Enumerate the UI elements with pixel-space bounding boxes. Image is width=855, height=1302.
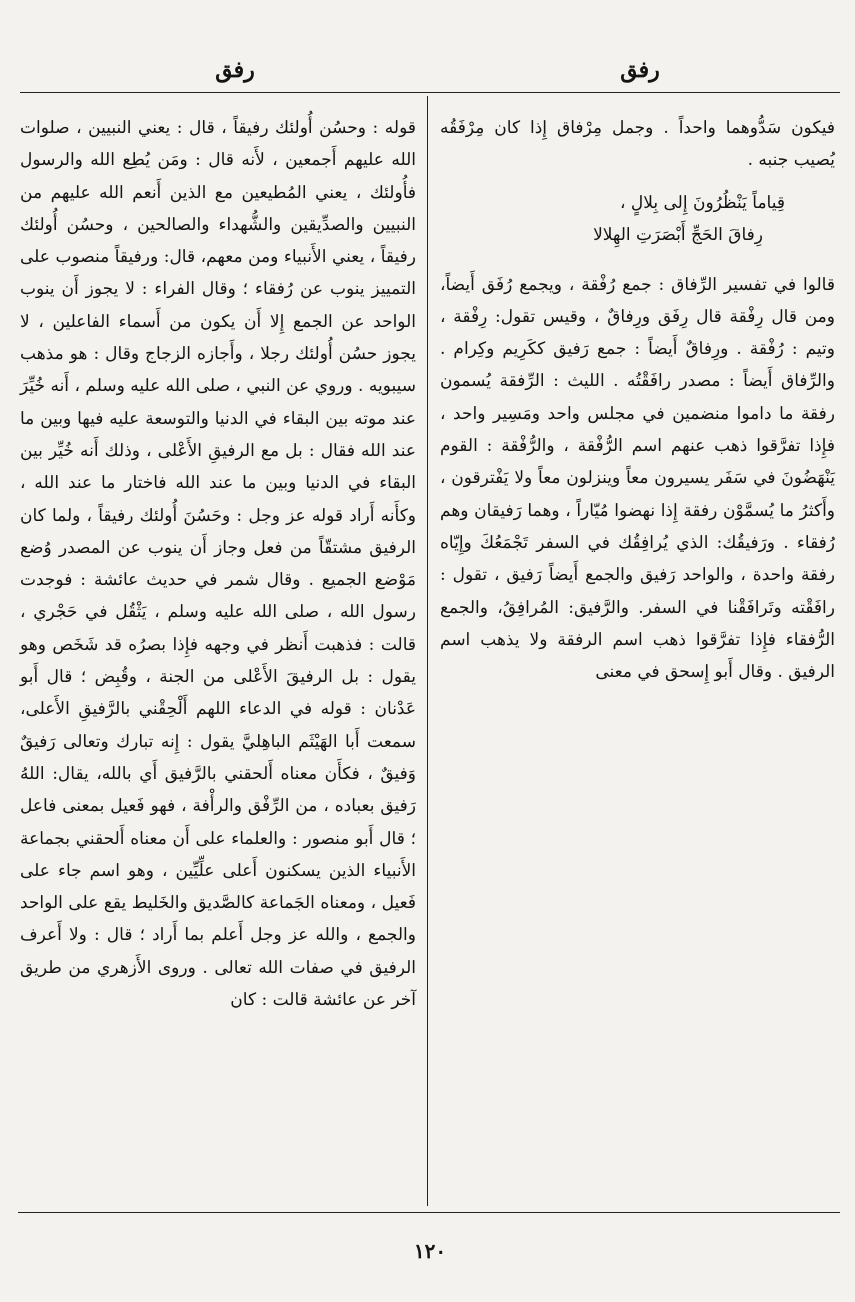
- right-paragraph-1: فيكون سَدُّوهما واحداً . وجمل مِرْفاق إِذا كان مِرْفَقُه يُصيب جنبه .: [440, 118, 835, 171]
- poetry-verse: [440, 187, 835, 251]
- bottom-rule: [18, 1212, 840, 1213]
- right-column: [440, 112, 835, 688]
- column-divider: [427, 96, 428, 1206]
- verse-hemistich-2: رِفاقَ الحَجِّ أَبْصَرَتِ الهِلالا: [593, 224, 763, 245]
- top-rule: [20, 92, 840, 93]
- verse-hemistich-1: قِياماً يَنْظُرُونَ إِلى بِلالٍ ،: [619, 192, 785, 213]
- left-column: [20, 112, 416, 1016]
- page-number: ١٢٠: [413, 1239, 447, 1263]
- left-paragraph-1: قوله : وحسُن أُولئك رفيقاً ، قال : يعني النبيين ، صلوات الله عليهم أَجمعين ، لأَنه قال : ومَن يُطِع الله والرسول فأُولئك ، يعني المُطيعين مع الذين أَنعم الله عليهم من النبيين والصدِّيقين والشُّهداء والصالحين ، وحسُن أُولئك رفيقاً ، يعني الأَنبياء ومن معهم، قال: ورفيقاً منصوب على التمييز ينوب عن رُفقاء ؛ وقال الفراء : لا يجوز أَن ينوب الواحد عن الجمع إِلا أَن يكون من أَسماء الفاعلين ، لا يجوز حسُن أُولئك رجلا ، وأَجازه الزجاج وقال : هو مذهب سيبويه . وروي عن النبي ، صلى الله عليه وسلم ، أَنه خُيِّرَ عند موته بين البقاء في الدنيا والتوسعة عليه فيها وبين ما عند الله فقال : بل مع الرفيقِ الأَعْلى ، وذلك أَنه خُيِّر بين البقاء في الدنيا وبين ما عند الله فاختار ما عند الله ، وكأَنه أَراد قوله عز وجل : وحَسُنَ أُولئك رفيقاً ، ولما كان الرفيق مشتقّاً من فعل وجاز أَن ينوب عن المصدر وُضع مَوْضع الجميع . وقال شمر في حديث عائشة : فوجدت رسول الله ، صلى الله عليه وسلم ، يَثْقُل في حَجْري ، قالت : فذهبت أَنظر في وجهه فإِذا بصرُه قد شَخَص وهو يقول : بل الرفيقَ الأَعْلى من الجنة ، وقُبِض ؛ قال أَبو عَدْنان : قوله في الدعاء اللهم أَلْحِقْني بالرَّفيقِ الأَعلى، سمعت أَبا الهَيْثَم الباهِليَّ يقول : إِنه تبارك وتعالى رَفيقٌ وَفيقٌ ، فكأَن معناه أَلحقني بالرَّفيق أَي بالله، يقال: اللهُ رَفيق بعباده ، من الرِّفْق والرأْفة ، فهو فَعيل بمعنى فاعل ؛ قال أَبو منصور : والعلماء على أَن معناه أَلحقني بجماعة الأَنبياء الذين يسكنون أَعلى علِّيِّين ، وهو اسم جاء على فَعيل ، ومعناه الجَماعة كالصَّديق والخَليط يقع على الواحد والجمع ، والله عز وجل أَعلم بما أَراد ؛ قال : ولا أَعرف الرفيق في صفات الله تعالى . وروى الأَزهري من طريق آخر عن عائشة قالت : كان: [20, 118, 416, 1011]
- headword-left: رفق: [215, 57, 255, 83]
- right-paragraph-2: قالوا في تفسير الرِّفاق : جمع رُفْقة ، ويجمع رُفَق أَيضاً، ومن قال رِفْقة قال رِفَق ورِفاقٌ ، وقيس تقول: رِفْقة ، وتيم : رُفْقة . ورِفاقٌ أَيضاً : جمع رَفيق ككَرِيم وكِرام . والرِّفاق أَيضاً : مصدر رافَقْتُه . الليث : الرِّفقة يُسمون رفقة ما داموا منضمين في مجلس واحد ومَسِير واحد ، فإِذا تفرَّقوا ذهب عنهم اسم الرُّفْقة ، والرُّفْقة : القوم يَنْهَضُونَ في سَفَر يسيرون معاً وينزلون معاً ولا يَفْترقون ، وأَكثرُ ما يُسمَّوْن رفقة إِذا نهضوا مُيّاراً ، وهما رَفيقان وهم رُفقاء . ورَفيقُك: الذي يُرافِقُك في السفر تَجْمَعُكَ وإِيّاه رفقة واحدة ، والواحد رَفيق والجمع أَيضاً رَفيق ، تقول : رافَقْته وتَرافَقْنا في السفر. والرَّفيق: المُرافِقُ، والجمع الرُّفقاء فإِذا تفرَّقوا ذهب اسم الرفقة ولا يذهب اسم الرفيق . وقال أَبو إِسحق في معنى: [440, 274, 835, 683]
- headword-right: رفق: [620, 57, 660, 83]
